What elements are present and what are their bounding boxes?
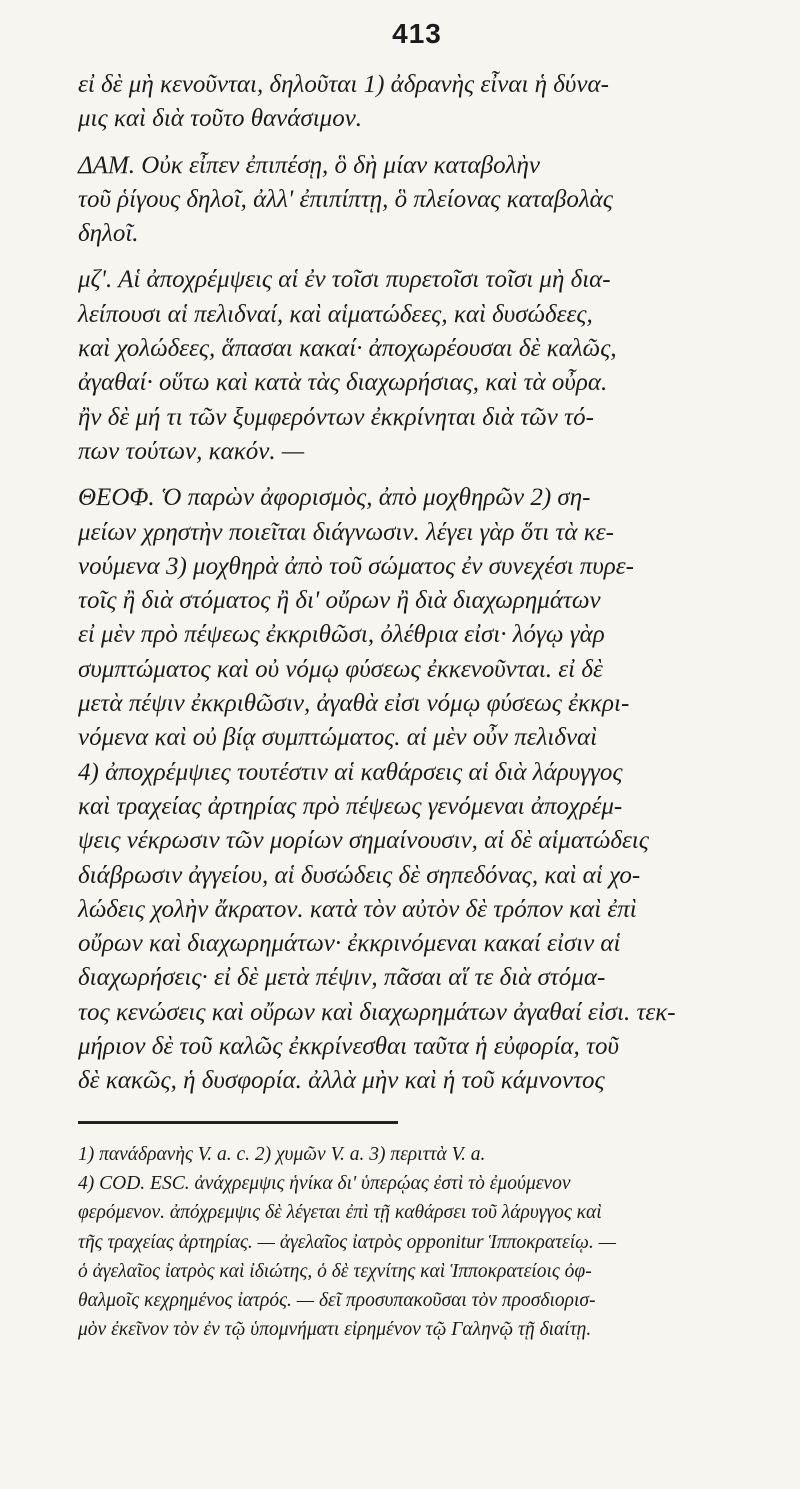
text-line: 4) ἀποχρέμψιες τουτέστιν αἱ καθάρσεις αἱ διὰ λάρυγγος: [78, 758, 623, 786]
page-number: 413: [392, 18, 442, 49]
text-line: τοῖς ἢ διὰ στόματος ἢ δι' οὔρων ἢ διὰ διαχωρημάτων: [78, 587, 601, 615]
text-line: συμπτώματος καὶ οὐ νόμῳ φύσεως ἐκκενοῦνται. εἰ δὲ: [78, 655, 603, 683]
footnote-line: τῆς τραχείας ἀρτηρίας. — ἀγελαῖος ἰατρὸς opponitur Ἱπποκρατείῳ. —: [78, 1231, 617, 1253]
text-line: μείων χρηστὴν ποιεῖται διάγνωσιν. λέγει γὰρ ὅτι τὰ κε-: [78, 518, 614, 546]
paragraph: [78, 481, 756, 1098]
text-line: μήριον δὲ τοῦ καλῶς ἐκκρίνεσθαι ταῦτα ἡ εὐφορία, τοῦ: [78, 1033, 619, 1061]
text-line: τος κενώσεις καὶ οὔρων καὶ διαχωρημάτων ἀγαθαί εἰσι. τεκ-: [78, 998, 676, 1026]
text-line: λώδεις χολὴν ἄκρατον. κατὰ τὸν αὐτὸν δὲ τρόπον καὶ ἐπὶ: [78, 895, 637, 923]
footnotes: [78, 1140, 756, 1345]
text-line: διαχωρήσεις· εἰ δὲ μετὰ πέψιν, πᾶσαι αἵ τε διὰ στόμα-: [78, 964, 606, 992]
text-line: νούμενα 3) μοχθηρὰ ἀπὸ τοῦ σώματος ἐν συνεχέσι πυρε-: [78, 552, 634, 580]
text-line: οὔρων καὶ διαχωρημάτων· ἐκκρινόμεναι κακαί εἰσιν αἱ: [78, 930, 621, 958]
text-line: εἰ μὲν πρὸ πέψεως ἐκκριθῶσι, ὀλέθρια εἰσι· λόγῳ γὰρ: [78, 621, 605, 649]
text-line: μετὰ πέψιν ἐκκριθῶσιν, ἀγαθὰ εἰσι νόμῳ φύσεως ἐκκρι-: [78, 690, 630, 718]
text-line: διάβρωσιν ἀγγείου, αἱ δυσώδεις δὲ σηπεδόνας, καὶ αἱ χο-: [78, 861, 641, 889]
paragraph: [78, 263, 756, 469]
footnote-line: ὁ ἀγελαῖος ἰατρὸς καὶ ἰδιώτης, ὁ δὲ τεχνίτης καὶ Ἱπποκρατείοις ὀφ-: [78, 1260, 592, 1282]
main-text: [78, 68, 756, 1099]
footnote-line: μὸν ἐκεῖνον τὸν ἐν τῷ ὑπομνήματι εἰρημένον τῷ Γαληνῷ τῇ διαίτῃ.: [78, 1319, 592, 1341]
text-line: ΘΕΟΦ. Ὁ παρὼν ἀφορισμὸς, ἀπὸ μοχθηρῶν 2) ση-: [78, 484, 591, 512]
text-line: μις καὶ διὰ τοῦτο θανάσιμον.: [78, 105, 363, 133]
text-line: καὶ τραχείας ἀρτηρίας πρὸ πέψεως γενόμεναι ἀποχρέμ-: [78, 792, 623, 820]
footnote-line: 1) πανάδρανὴς V. a. c. 2) χυμῶν V. a. 3) περιττὰ V. a.: [78, 1143, 486, 1165]
footnote-line: θαλμοῖς κεχρημένος ἰατρός. — δεῖ προσυπακοῦσαι τὸν προσδιορισ-: [78, 1290, 596, 1312]
text-line: πων τούτων, κακόν. —: [78, 437, 305, 465]
text-line: ΔΑΜ. Οὐκ εἶπεν ἐπιπέσῃ, ὃ δὴ μίαν καταβολὴν: [78, 151, 540, 179]
text-line: δὲ κακῶς, ἡ δυσφορία. ἀλλὰ μὴν καὶ ἡ τοῦ κάμνοντος: [78, 1067, 605, 1095]
text-line: εἰ δὲ μὴ κενοῦνται, δηλοῦται 1) ἀδρανὴς εἶναι ἡ δύνα-: [78, 71, 609, 98]
text-line: καὶ χολώδεες, ἅπασαι κακαί· ἀποχωρέουσαι δὲ καλῶς,: [78, 335, 617, 363]
text-line: ψεις νέκρωσιν τῶν μορίων σημαίνουσιν, αἱ δὲ αἱματώδεις: [78, 827, 649, 855]
text-line: τοῦ ῥίγους δηλοῖ, ἀλλ' ἐπιπίπτῃ, ὃ πλείονας καταβολὰς: [78, 185, 613, 213]
paragraph: [78, 68, 756, 137]
footnote-line: 4) COD. ESC. ἀνάχρεμψις ἡνίκα δι' ὑπερῴας ἐστὶ τὸ ἐμούμενον: [78, 1172, 571, 1194]
text-line: μζ'. Αἱ ἀποχρέμψεις αἱ ἐν τοῖσι πυρετοῖσι τοῖσι μὴ δια-: [78, 266, 611, 294]
text-line: νόμενα καὶ οὐ βίᾳ συμπτώματος. αἱ μὲν οὖν πελιδναὶ: [78, 724, 598, 752]
text-line: ἢν δὲ μή τι τῶν ξυμφερόντων ἐκκρίνηται διὰ τῶν τό-: [78, 403, 594, 431]
footnote-divider: [78, 1121, 398, 1124]
text-line: ἀγαθαί· οὕτω καὶ κατὰ τὰς διαχωρήσιας, καὶ τὰ οὖρα.: [78, 369, 608, 397]
text-line: λείπουσι αἱ πελιδναί, καὶ αἱματώδεες, καὶ δυσώδεες,: [78, 300, 593, 328]
text-line: δηλοῖ.: [78, 220, 139, 248]
paragraph: [78, 149, 756, 252]
footnote-line: φερόμενον. ἀπόχρεμψις δὲ λέγεται ἐπὶ τῇ καθάρσει τοῦ λάρυγγος καὶ: [78, 1202, 602, 1224]
